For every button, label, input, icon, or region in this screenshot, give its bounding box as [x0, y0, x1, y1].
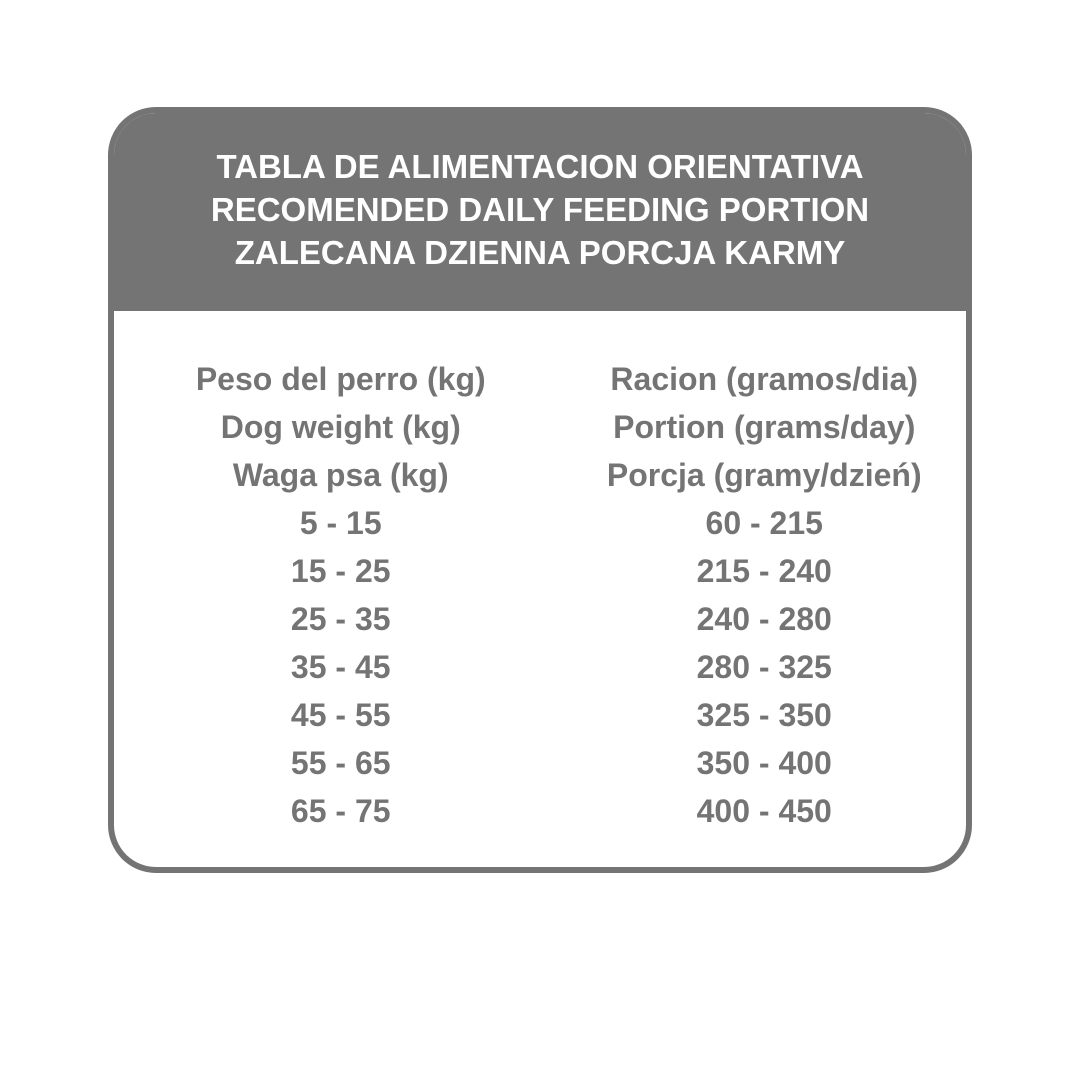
portion-cell: 280 - 325 — [696, 648, 832, 685]
table-row — [114, 643, 966, 691]
portion-cell: 60 - 215 — [705, 504, 823, 541]
feeding-table — [114, 355, 966, 835]
portion-cell: 325 - 350 — [696, 696, 832, 733]
table-row — [114, 499, 966, 547]
weight-cell: 15 - 25 — [290, 552, 391, 589]
column-header-weight: Waga psa (kg) — [232, 456, 449, 493]
weight-cell: 25 - 35 — [290, 600, 391, 637]
title-spanish: TABLA DE ALIMENTACION ORIENTATIVA — [216, 147, 864, 185]
table-row — [114, 595, 966, 643]
feeding-table-card — [108, 107, 972, 873]
weight-cell: 55 - 65 — [290, 744, 391, 781]
table-row — [114, 691, 966, 739]
column-header-row-spanish — [114, 355, 966, 403]
weight-cell: 5 - 15 — [299, 504, 382, 541]
column-header-weight: Dog weight (kg) — [220, 408, 461, 445]
portion-cell: 215 - 240 — [696, 552, 832, 589]
portion-cell: 400 - 450 — [696, 792, 832, 829]
portion-cell: 350 - 400 — [696, 744, 832, 781]
column-header-weight: Peso del perro (kg) — [195, 360, 486, 397]
portion-cell: 240 - 280 — [696, 600, 832, 637]
table-row — [114, 739, 966, 787]
column-header-portion: Porcja (gramy/dzień) — [606, 456, 922, 493]
feeding-table-header — [114, 113, 966, 311]
weight-cell: 35 - 45 — [290, 648, 391, 685]
table-row — [114, 547, 966, 595]
column-header-row-polish — [114, 451, 966, 499]
table-row — [114, 787, 966, 835]
weight-cell: 45 - 55 — [290, 696, 391, 733]
column-header-portion: Racion (gramos/dia) — [610, 360, 919, 397]
column-header-portion: Portion (grams/day) — [613, 408, 916, 445]
title-english: RECOMENDED DAILY FEEDING PORTION — [210, 190, 870, 228]
title-polish: ZALECANA DZIENNA PORCJA KARMY — [234, 233, 846, 271]
weight-cell: 65 - 75 — [290, 792, 391, 829]
column-header-row-english — [114, 403, 966, 451]
